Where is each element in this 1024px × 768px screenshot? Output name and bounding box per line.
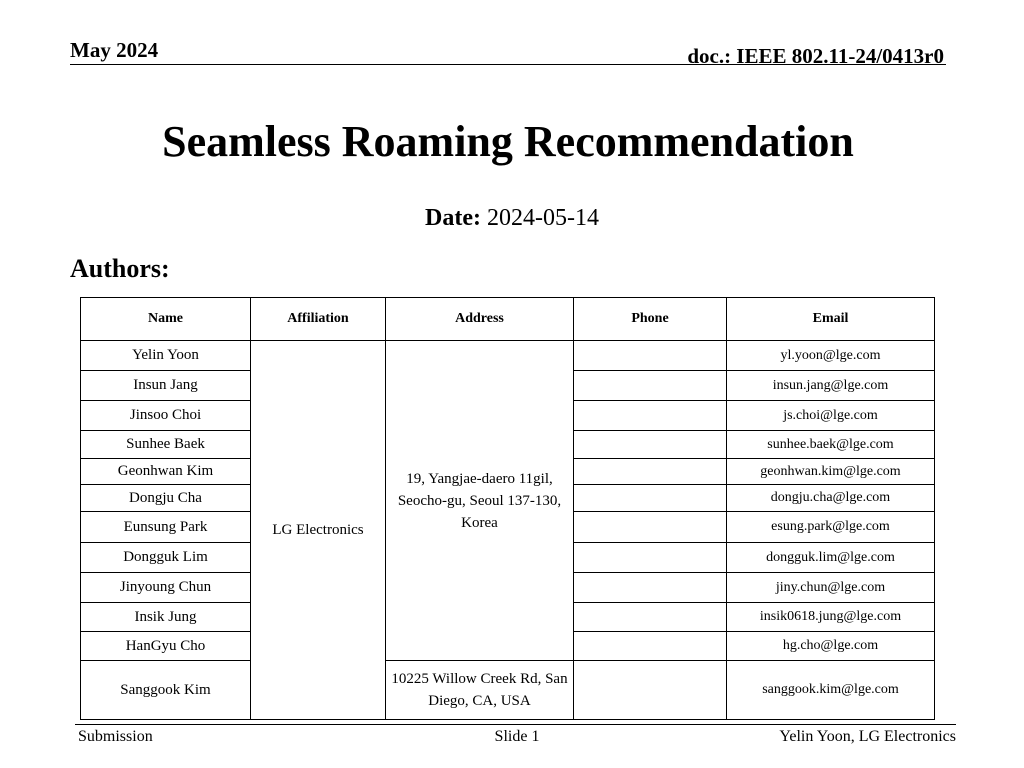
email-cell: dongguk.lim@lge.com [727,543,935,573]
email-cell: insun.jang@lge.com [727,371,935,401]
column-header: Affiliation [251,298,386,341]
name-cell: Geonhwan Kim [81,459,251,485]
column-header: Address [386,298,574,341]
phone-cell [574,512,727,543]
email-cell: sanggook.kim@lge.com [727,661,935,720]
email-cell: sunhee.baek@lge.com [727,431,935,459]
phone-cell [574,401,727,431]
email-cell: insik0618.jung@lge.com [727,603,935,632]
column-header: Phone [574,298,727,341]
email-cell: esung.park@lge.com [727,512,935,543]
authors-heading: Authors: [70,254,170,283]
email-cell: jiny.chun@lge.com [727,573,935,603]
name-cell: Insik Jung [81,603,251,632]
name-cell: Dongguk Lim [81,543,251,573]
name-cell: Jinyoung Chun [81,573,251,603]
slide-title: Seamless Roaming Recommendation [162,117,854,166]
phone-cell [574,459,727,485]
phone-cell [574,431,727,459]
name-cell: Dongju Cha [81,485,251,512]
name-cell: Insun Jang [81,371,251,401]
phone-cell [574,341,727,371]
header-doc-id: doc.: IEEE 802.11-24/0413r0 [687,44,944,68]
email-cell: hg.cho@lge.com [727,632,935,661]
header-rule [70,64,946,65]
date-line [0,205,1024,232]
table-header-row [81,298,935,341]
email-cell: js.choi@lge.com [727,401,935,431]
date-value: 2024-05-14 [486,205,599,231]
address-cell-us: 10225 Willow Creek Rd, San Diego, CA, USA [386,661,574,720]
phone-cell [574,632,727,661]
authors-table [80,297,935,720]
footer-author: Yelin Yoon, LG Electronics [779,728,956,745]
phone-cell [574,485,727,512]
phone-cell [574,543,727,573]
affiliation-cell: LG Electronics [251,341,386,720]
name-cell: Sanggook Kim [81,661,251,720]
phone-cell [574,573,727,603]
phone-cell [574,371,727,401]
name-cell: Sunhee Baek [81,431,251,459]
date-label: Date: [425,205,481,231]
email-cell: dongju.cha@lge.com [727,485,935,512]
name-cell: Yelin Yoon [81,341,251,371]
table-row [81,661,935,720]
phone-cell [574,661,727,720]
name-cell: Jinsoo Choi [81,401,251,431]
email-cell: yl.yoon@lge.com [727,341,935,371]
footer-submission: Submission [78,728,153,745]
name-cell: Eunsung Park [81,512,251,543]
column-header: Email [727,298,935,341]
phone-cell [574,603,727,632]
address-cell: 19, Yangjae-daero 11gil, Seocho-gu, Seoul 137-130, Korea [386,341,574,661]
table-row [81,341,935,371]
footer-rule [75,724,956,725]
header-date: May 2024 [70,38,159,62]
email-cell: geonhwan.kim@lge.com [727,459,935,485]
name-cell: HanGyu Cho [81,632,251,661]
column-header: Name [81,298,251,341]
footer-slide-number: Slide 1 [494,728,540,745]
